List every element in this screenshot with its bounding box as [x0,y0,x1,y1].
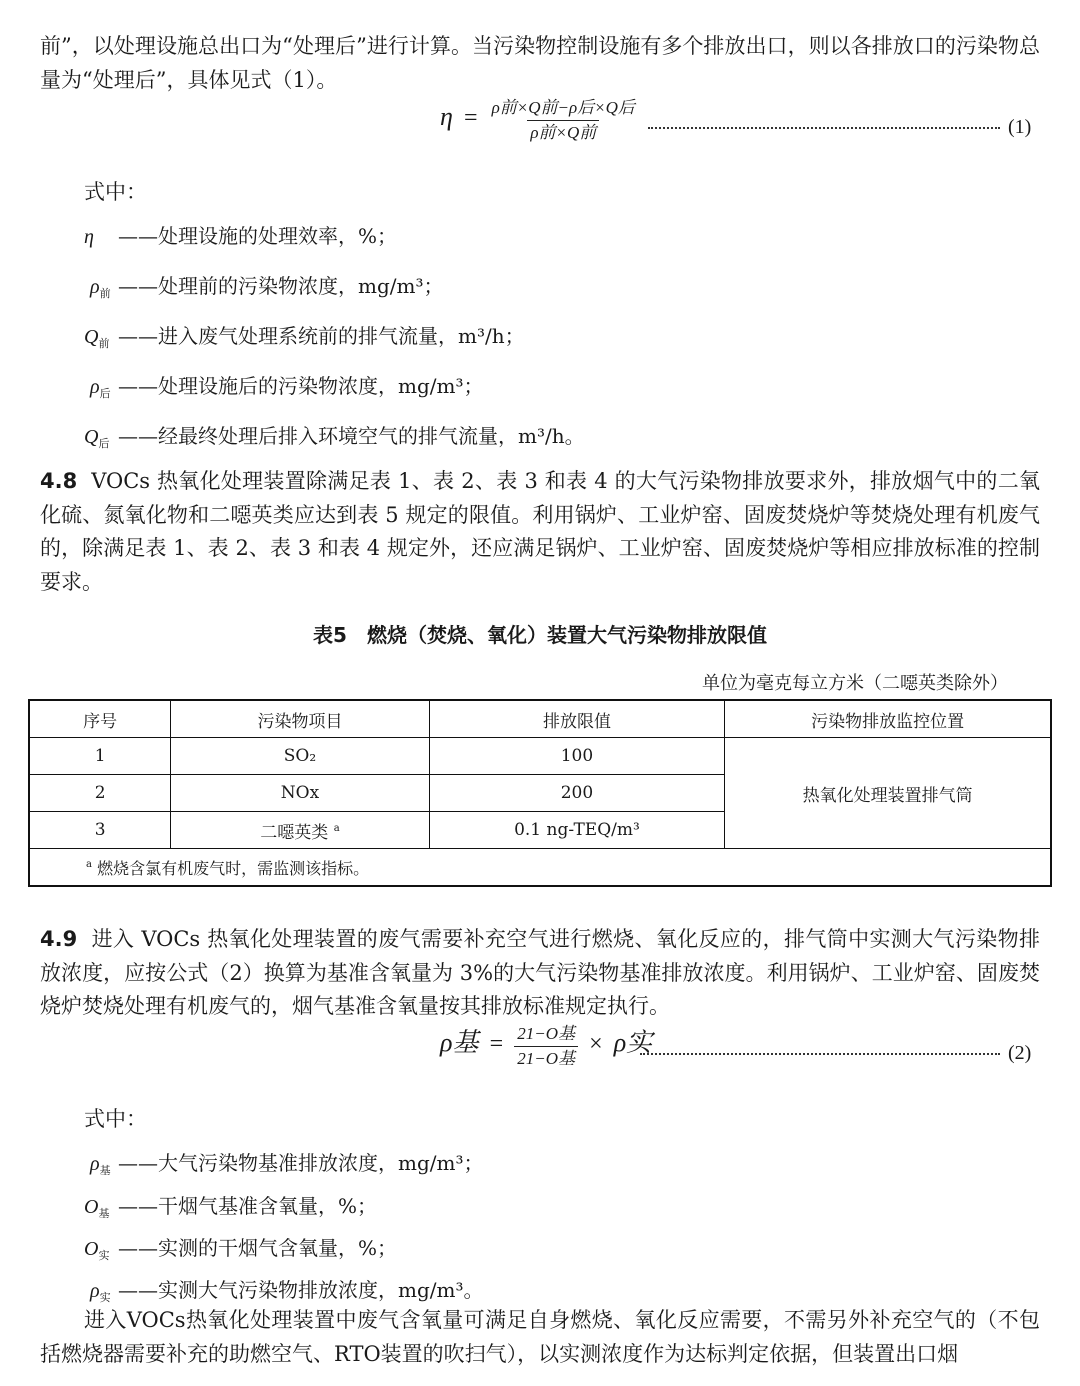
def-symbol: $Q_后$ [84,426,110,450]
definition-rho-before [84,270,444,301]
def-text: ——干烟气基准含氧量，%； [118,1194,378,1218]
header-no: 序号 [29,700,171,738]
def-text: ——处理前的污染物浓度，mg/m³； [118,274,444,298]
definition-eta [84,220,397,249]
def-text: ——实测大气污染物排放浓度，mg/m³。 [118,1278,484,1302]
row-no: 3 [29,812,171,849]
header-limit: 排放限值 [429,700,724,738]
table-5-caption: 表5 燃烧（焚烧、氧化）装置大气污染物排放限值 [313,623,767,647]
formula-2-equals: = [489,1031,504,1057]
definition-rho-measured [84,1274,484,1305]
def-symbol: $\rho_基$ [90,1153,111,1177]
formula-2 [440,1022,652,1092]
definition-o-ref [84,1190,377,1221]
table-note [29,849,1051,887]
section-number: 4.9 [40,927,78,951]
formula-2-lhs: ρ基 [440,1028,479,1057]
def-text: ——处理设施后的污染物浓度，mg/m³； [118,374,484,398]
formula-1-leader-dots [648,127,1000,129]
where-label-2: 式中： [84,1107,147,1131]
row-no: 2 [29,775,171,812]
def-text: ——实测的干烟气含氧量，%； [118,1236,398,1260]
header-location: 污染物排放监控位置 [725,700,1051,738]
definition-o-measured [84,1232,397,1263]
row-item: NOx [171,775,430,812]
formula-1 [440,96,638,166]
table-row [29,738,1051,775]
header-item: 污染物项目 [171,700,430,738]
def-text: ——经最终处理后排入环境空气的排气流量，m³/h。 [118,424,585,448]
row-item: SO₂ [171,738,430,775]
def-symbol: η [84,226,94,248]
def-symbol: $\rho_前$ [90,276,111,300]
row-item: 二噁英类 [260,822,329,843]
def-symbol: $Q_前$ [84,326,110,350]
definition-q-after [84,420,585,451]
formula-2-number: (2) [1008,1042,1032,1064]
def-text: ——进入废气处理系统前的排气流量，m³/h； [118,324,525,348]
note-mark: a [86,858,92,870]
formula-2-rhs: ρ实 [613,1028,653,1057]
def-text: ——处理设施的处理效率，%； [118,224,398,248]
row-limit: 200 [429,775,724,812]
def-text: ——大气污染物基准排放浓度，mg/m³； [118,1151,484,1175]
table-5-unit: 单位为毫克每立方米（二噁英类除外） [702,673,1008,694]
table-5 [28,699,1052,887]
closing-paragraph: 进入VOCs热氧化处理装置中废气含氧量可满足自身燃烧、氧化反应需要，不需另外补充空气的（不包括燃烧器需要补充的助燃空气、RTO装置的吹扫气），以实测浓度作为达标判定依据，但装置出口烟 [40,1308,1040,1366]
row-no: 1 [29,738,171,775]
formula-1-denominator: ρ前×Q前 [527,120,599,145]
section-text: VOCs 热氧化处理装置除满足表 1、表 2、表 3 和表 4 的大气污染物排放要求外，排放烟气中的二氧化硫、氮氧化物和二噁英类应达到表 5 规定的限值。利用锅炉、工业炉窑、固废焚烧炉等焚烧处理有机废气的，除满足表 1、表 2、表 3 和表 4 规定外，还应满足锅炉、工业炉窑、固废焚烧炉等相应排放标准的控制要求。 [40,469,1040,594]
row-limit: 100 [429,738,724,775]
where-label-1: 式中： [84,180,147,204]
def-symbol: $\rho_实$ [90,1280,111,1304]
formula-2-fraction [514,1022,578,1071]
definition-rho-ref [84,1147,484,1178]
section-text: 进入 VOCs 热氧化处理装置的废气需要补充空气进行燃烧、氧化反应的，排气筒中实测大气污染物排放浓度，应按公式（2）换算为基准含氧量为 3%的大气污染物基准排放浓度。利用锅炉、工业炉窑、固废焚烧炉焚烧处理有机废气的，烟气基准含氧量按其排放标准规定执行。 [40,927,1040,1018]
formula-2-leader-dots [640,1053,1000,1055]
formula-2-denominator: 21−O基 [514,1046,578,1071]
monitor-location: 热氧化处理装置排气筒 [725,738,1051,849]
formula-2-numerator: 21−O基 [517,1024,575,1043]
def-symbol: $O_实$ [84,1238,110,1262]
formula-1-number: (1) [1008,116,1032,138]
formula-1-numerator: ρ前×Q前−ρ后×Q后 [491,98,635,117]
def-symbol: $O_基$ [84,1196,110,1220]
table-note-row [29,849,1051,887]
intro-paragraph: 前”，以处理设施总出口为“处理后”进行计算。当污染物控制设施有多个排放出口，则以各排放口的污染物总量为“处理后”，具体见式（1）。 [40,34,1040,92]
formula-1-lhs: η [440,102,453,131]
section-4-9 [40,923,1040,1024]
footnote-mark: a [333,822,340,834]
definition-rho-after [84,370,484,401]
note-text: 燃烧含氯有机废气时，需监测该指标。 [97,858,370,878]
formula-2-times: × [589,1031,603,1057]
def-symbol: $\rho_后$ [90,376,111,400]
formula-1-equals: = [464,105,478,131]
section-number: 4.8 [40,469,78,493]
formula-1-fraction [489,96,638,145]
definition-q-before [84,320,525,351]
section-4-8 [40,465,1040,599]
table-header-row [29,700,1051,738]
row-limit: 0.1 ng-TEQ/m³ [429,812,724,849]
row-item-cell [171,812,430,849]
